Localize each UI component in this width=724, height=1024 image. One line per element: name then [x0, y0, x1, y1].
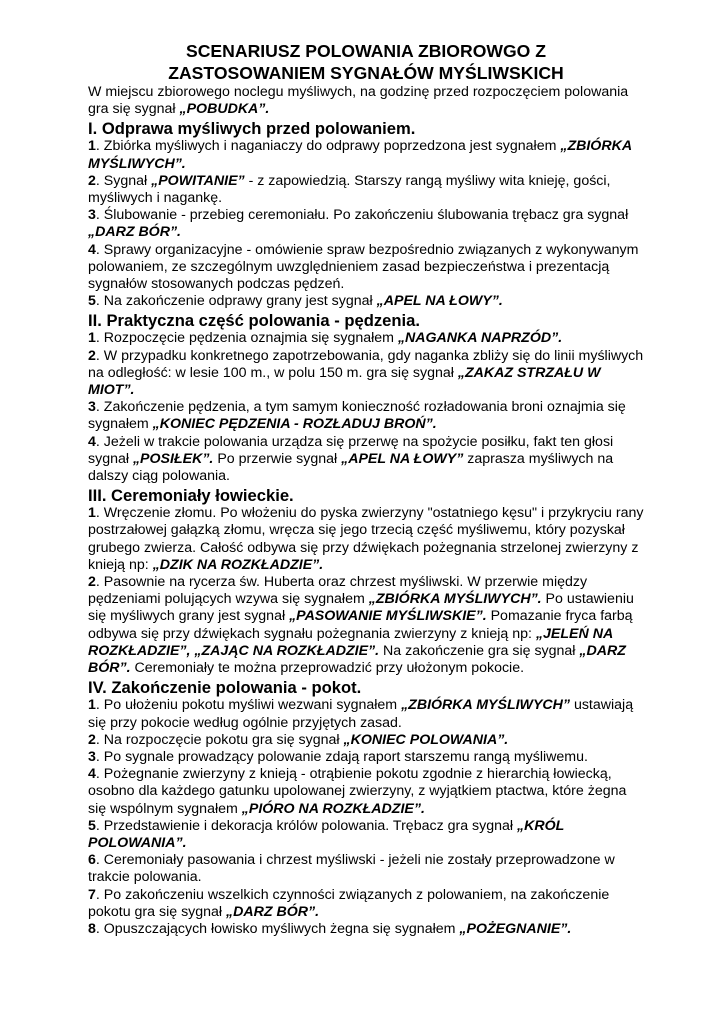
- section-heading: II. Praktyczna część polowania - pędzenia.: [88, 311, 420, 331]
- signal-name: „NAGANKA NAPRZÓD”.: [397, 330, 563, 347]
- item-number: 1: [88, 138, 96, 155]
- list-item: [88, 207, 644, 241]
- item-number: 5: [88, 817, 96, 834]
- text-run: Ceremoniały te można przeprowadzić przy ułożonym pokocie.: [130, 660, 525, 677]
- text-run: . Sygnał: [95, 172, 152, 189]
- signal-name: „APEL NA ŁOWY”: [341, 450, 464, 467]
- item-number: 4: [88, 241, 96, 258]
- text-run: . Rozpoczęcie pędzenia oznajmia się sygnałem: [95, 330, 398, 347]
- item-number: 3: [88, 207, 96, 224]
- list-item: [88, 766, 644, 818]
- item-number: 2: [88, 172, 96, 189]
- signal-name: „DARZ BÓR”.: [88, 224, 182, 241]
- signal-name: „ZBIÓRKA MYŚLIWYCH”.: [88, 138, 632, 172]
- text-run: . Jeżeli w trakcie polowania urządza się przerwę na spożycie posiłku, fakt ten głosi sygnał: [88, 433, 614, 467]
- signal-name: „KRÓL POLOWANIA”.: [88, 817, 565, 851]
- text-run: . Po zakończeniu wszelkich czynności związanych z polowaniem, na zakończenie pokotu gra się sygnał: [88, 886, 610, 920]
- signal-name: „POBUDKA”.: [179, 101, 270, 118]
- signal-name: „DZIK NA ROZKŁADZIE”.: [152, 556, 324, 573]
- list-item: [88, 173, 644, 207]
- list-item: [88, 505, 644, 574]
- text-run: ustawiają się przy pokocie według ogólnie przyjętych zasad.: [88, 697, 634, 731]
- item-number: 1: [88, 330, 96, 347]
- title-line-1: SCENARIUSZ POLOWANIA ZBIOROWGO Z: [185, 41, 546, 61]
- document-body: [88, 119, 644, 938]
- text-run: . W przypadku konkretnego zapotrzebowania, gdy naganka zbliży się do linii myśliwych na odległość: w lesie 100 m., w polu 150 m. gra się sygnał: [88, 347, 644, 381]
- document-title: [88, 40, 644, 84]
- signal-name: „APEL NA ŁOWY”.: [376, 293, 503, 310]
- item-number: 6: [88, 852, 96, 869]
- text-run: . Ślubowanie - przebieg ceremoniału. Po zakończeniu ślubowania trębacz gra sygnał: [95, 207, 629, 224]
- list-item: [88, 818, 644, 852]
- item-number: 5: [88, 293, 96, 310]
- item-number: 8: [88, 920, 96, 937]
- list-item: [88, 852, 644, 886]
- signal-name: „KONIEC POLOWANIA”.: [343, 731, 509, 748]
- text-run: . Na zakończenie odprawy grany jest sygnał: [95, 293, 377, 310]
- signal-name: „ZBIÓRKA MYŚLIWYCH”.: [368, 591, 542, 608]
- item-number: 4: [88, 433, 96, 450]
- signal-name: „POŻEGNANIE”.: [459, 920, 572, 937]
- text-run: . Opuszczających łowisko myśliwych żegna się sygnałem: [95, 920, 460, 937]
- item-number: 1: [88, 505, 96, 522]
- signal-name: „ZBIÓRKA MYŚLIWYCH”: [401, 697, 570, 714]
- list-item: [88, 348, 644, 400]
- item-number: 2: [88, 347, 96, 364]
- text-run: . Pożegnanie zwierzyny z knieją - otrąbienie pokotu zgodnie z hierarchią łowiecką, osobno dla każdego gatunku upolowanej zwierzyny, z wyjątkiem ptactwa, które żegna się wspólnym sygnałem: [88, 766, 627, 817]
- text-run: . Zakończenie pędzenia, a tym samym konieczność rozładowania broni oznajmia się sygnałem: [88, 399, 626, 433]
- intro-paragraph: [88, 84, 644, 118]
- list-item: [88, 732, 644, 749]
- signal-name: „DARZ BÓR”.: [226, 903, 320, 920]
- signal-name: „DARZ BÓR”.: [88, 642, 626, 677]
- signal-name: „PIÓRO NA ROZKŁADZIE”.: [241, 800, 425, 817]
- list-item: [88, 749, 644, 766]
- item-number: 2: [88, 574, 96, 591]
- list-item: [88, 887, 644, 921]
- item-number: 7: [88, 886, 96, 903]
- text-run: . Zbiórka myśliwych i naganiaczy do odprawy poprzedzona jest sygnałem: [95, 138, 561, 155]
- list-item: [88, 399, 644, 433]
- text-run: Pomazanie fryca farbą odbywa się przy dźwiękach sygnału pożegnania zwierzyny z knieją np:: [88, 608, 633, 642]
- item-number: 3: [88, 399, 96, 416]
- section-heading: III. Ceremoniały łowieckie.: [88, 486, 294, 506]
- list-item: [88, 921, 644, 938]
- item-number: 3: [88, 748, 96, 765]
- section-heading: IV. Zakończenie polowania - pokot.: [88, 678, 362, 698]
- section-heading: I. Odprawa myśliwych przed polowaniem.: [88, 119, 416, 139]
- text-run: W miejscu zbiorowego noclegu myśliwych, na godzinę przed rozpoczęciem polowania gra się sygnał: [88, 84, 629, 118]
- text-run: . Ceremoniały pasowania i chrzest myśliwski - jeżeli nie zostały przeprowadzone w trakcie polowania.: [88, 852, 615, 886]
- item-number: 2: [88, 731, 96, 748]
- signal-name: „JELEŃ NA ROZKŁADZIE”, „ZAJĄC NA ROZKŁADZIE”.: [88, 625, 613, 659]
- list-item: [88, 293, 644, 310]
- signal-name: „PASOWANIE MYŚLIWSKIE”.: [289, 608, 487, 625]
- text-run: . Po sygnale prowadzący polowanie zdają raport starszemu rangą myśliwemu.: [95, 748, 588, 765]
- signal-name: „ZAKAZ STRZAŁU W MIOT”.: [88, 364, 601, 399]
- list-item: [88, 574, 644, 677]
- text-run: - z zapowiedzią. Starszy rangą myśliwy wita knieję, gości, myśliwych i nagankę.: [88, 172, 611, 207]
- text-run: . Po ułożeniu pokotu myśliwi wezwani sygnałem: [95, 697, 402, 714]
- item-number: 1: [88, 697, 96, 714]
- list-item: [88, 138, 644, 172]
- signal-name: „KONIEC PĘDZENIA - ROZŁADUJ BROŃ”.: [152, 416, 437, 433]
- text-run: . Sprawy organizacyjne - omówienie spraw bezpośrednio związanych z wykonywanym polowaniem, ze szczególnym uwzględnieniem zasad bezpieczeństwa i prezentacją sygnałów stosowanych podczas pędzeń.: [88, 241, 639, 293]
- list-item: [88, 330, 644, 347]
- title-line-2: ZASTOSOWANIEM SYGNAŁÓW MYŚLIWSKICH: [168, 63, 564, 83]
- item-number: 4: [88, 766, 96, 783]
- text-run: . Pasownie na rycerza św. Huberta oraz chrzest myśliwski. W przerwie między pędzeniami polujących wzywa się sygnałem: [88, 574, 588, 608]
- text-run: zaprasza myśliwych na dalszy ciąg polowania.: [88, 450, 614, 485]
- text-run: . Wręczenie złomu. Po włożeniu do pyska zwierzyny "ostatniego kęsu" i przykryciu rany postrzałowej gałązką złomu, wręcza się jego trzecią część myśliwemu, który pozyskał grubego zwierza. Całość odbywa się przy dźwiękach pożegnania strzelonej zwierzyny z knieją np:: [88, 505, 644, 573]
- signal-name: „POWITANIE”: [151, 172, 245, 189]
- text-run: . Przedstawienie i dekoracja królów polowania. Trębacz gra sygnał: [95, 817, 517, 834]
- text-run: . Na rozpoczęcie pokotu gra się sygnał: [95, 731, 344, 748]
- signal-name: „POSIŁEK”.: [132, 450, 214, 467]
- text-run: Po ustawieniu się myśliwych grany jest sygnał: [88, 591, 634, 625]
- text-run: Po przerwie sygnał: [213, 450, 342, 467]
- list-item: [88, 697, 644, 731]
- list-item: [88, 434, 644, 486]
- list-item: [88, 242, 644, 294]
- text-run: Na zakończenie gra się sygnał: [379, 642, 580, 659]
